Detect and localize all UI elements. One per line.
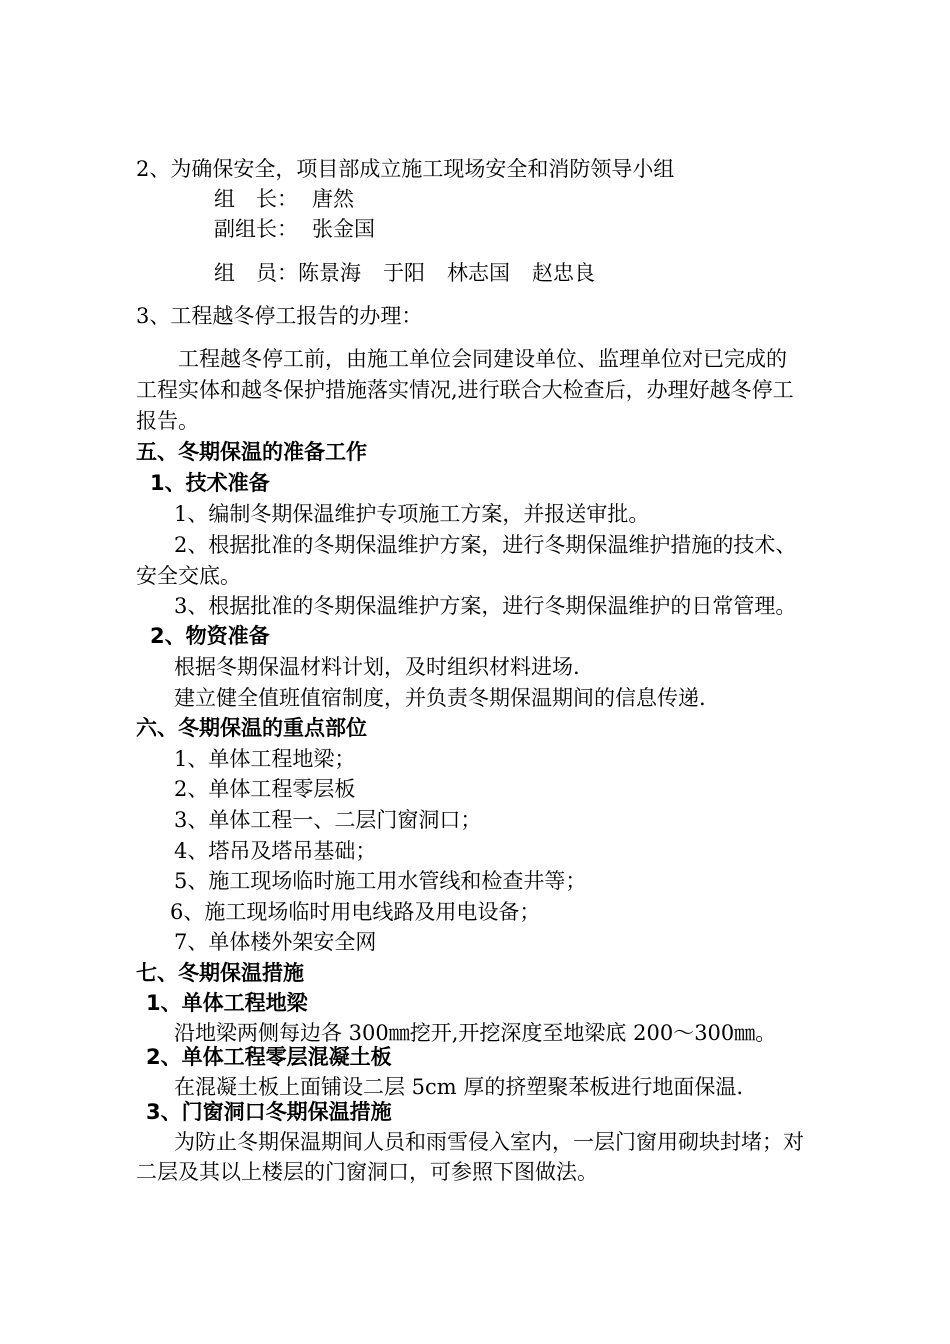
heading-section-7: 七、冬期保温措施: [136, 961, 304, 985]
heading-section-5: 五、冬期保温的准备工作: [136, 440, 367, 464]
section-2-title: 2、为确保安全，项目部成立施工现场安全和消防领导小组: [136, 157, 675, 181]
list-item: 1、编制冬期保温维护专项施工方案，并报送审批。: [174, 502, 650, 526]
subheading-zero-floor-slab: 2、单体工程零层混凝土板: [146, 1045, 392, 1069]
list-item: 5、施工现场临时施工用水管线和检查井等；: [174, 869, 587, 893]
leader-row: [214, 186, 354, 212]
deputy-label: 副组长：: [214, 217, 298, 241]
list-item-continuation: 安全交底。: [136, 564, 241, 588]
list-item: 1、单体工程地梁；: [174, 747, 356, 771]
list-item: 3、根据批准的冬期保温维护方案，进行冬期保温维护的日常管理。: [174, 594, 797, 618]
member-name: 林志国: [447, 261, 510, 285]
members-row: [214, 260, 595, 286]
paragraph-line: 为防止冬期保温期间人员和雨雪侵入室内，一层门窗用砌块封堵；对: [174, 1130, 804, 1154]
list-item: 7、单体楼外架安全网: [174, 930, 377, 954]
section-3-paragraph-line: 工程越冬停工前，由施工单位会同建设单位、监理单位对已完成的: [178, 347, 787, 371]
list-item: 2、根据批准的冬期保温维护方案，进行冬期保温维护措施的技术、: [174, 533, 797, 557]
subheading-ground-beam: 1、单体工程地梁: [146, 991, 308, 1015]
paragraph-line: 二层及其以上楼层的门窗洞口，可参照下图做法。: [136, 1160, 598, 1184]
paragraph: 建立健全值班值宿制度，并负责冬期保温期间的信息传递.: [174, 686, 706, 710]
member-name: 赵忠良: [532, 261, 595, 285]
deputy-name: 张金国: [312, 217, 375, 241]
deputy-row: [214, 216, 375, 242]
section-3-paragraph-line: 报告。: [136, 409, 199, 433]
list-item: 3、单体工程一、二层门窗洞口；: [174, 808, 482, 832]
paragraph: 根据冬期保温材料计划，及时组织材料进场.: [174, 655, 580, 679]
paragraph: 沿地梁两侧每边各 300㎜挖开,开挖深度至地梁底 200～300㎜。: [174, 1021, 777, 1045]
section-3-title: 3、工程越冬停工报告的办理：: [136, 304, 423, 328]
section-3-paragraph-line: 工程实体和越冬保护措施落实情况,进行联合大检查后，办理好越冬停工: [136, 378, 794, 402]
paragraph: 在混凝土板上面铺设二层 5cm 厚的挤塑聚苯板进行地面保温.: [174, 1075, 744, 1099]
subheading-material-prep: 2、物资准备: [150, 624, 270, 648]
list-item: 6、施工现场临时用电线路及用电设备；: [170, 900, 541, 924]
heading-section-6: 六、冬期保温的重点部位: [136, 716, 367, 740]
member-name: 于阳: [383, 261, 425, 285]
subheading-door-window-openings: 3、门窗洞口冬期保温措施: [146, 1100, 392, 1124]
list-item: 2、单体工程零层板: [174, 777, 356, 801]
subheading-technical-prep: 1、技术准备: [150, 471, 270, 495]
leader-label: 组 长：: [214, 187, 298, 211]
members-label: 组 员：: [214, 261, 298, 285]
leader-name: 唐然: [312, 187, 354, 211]
list-item: 4、塔吊及塔吊基础；: [174, 839, 377, 863]
member-name: 陈景海: [298, 261, 361, 285]
